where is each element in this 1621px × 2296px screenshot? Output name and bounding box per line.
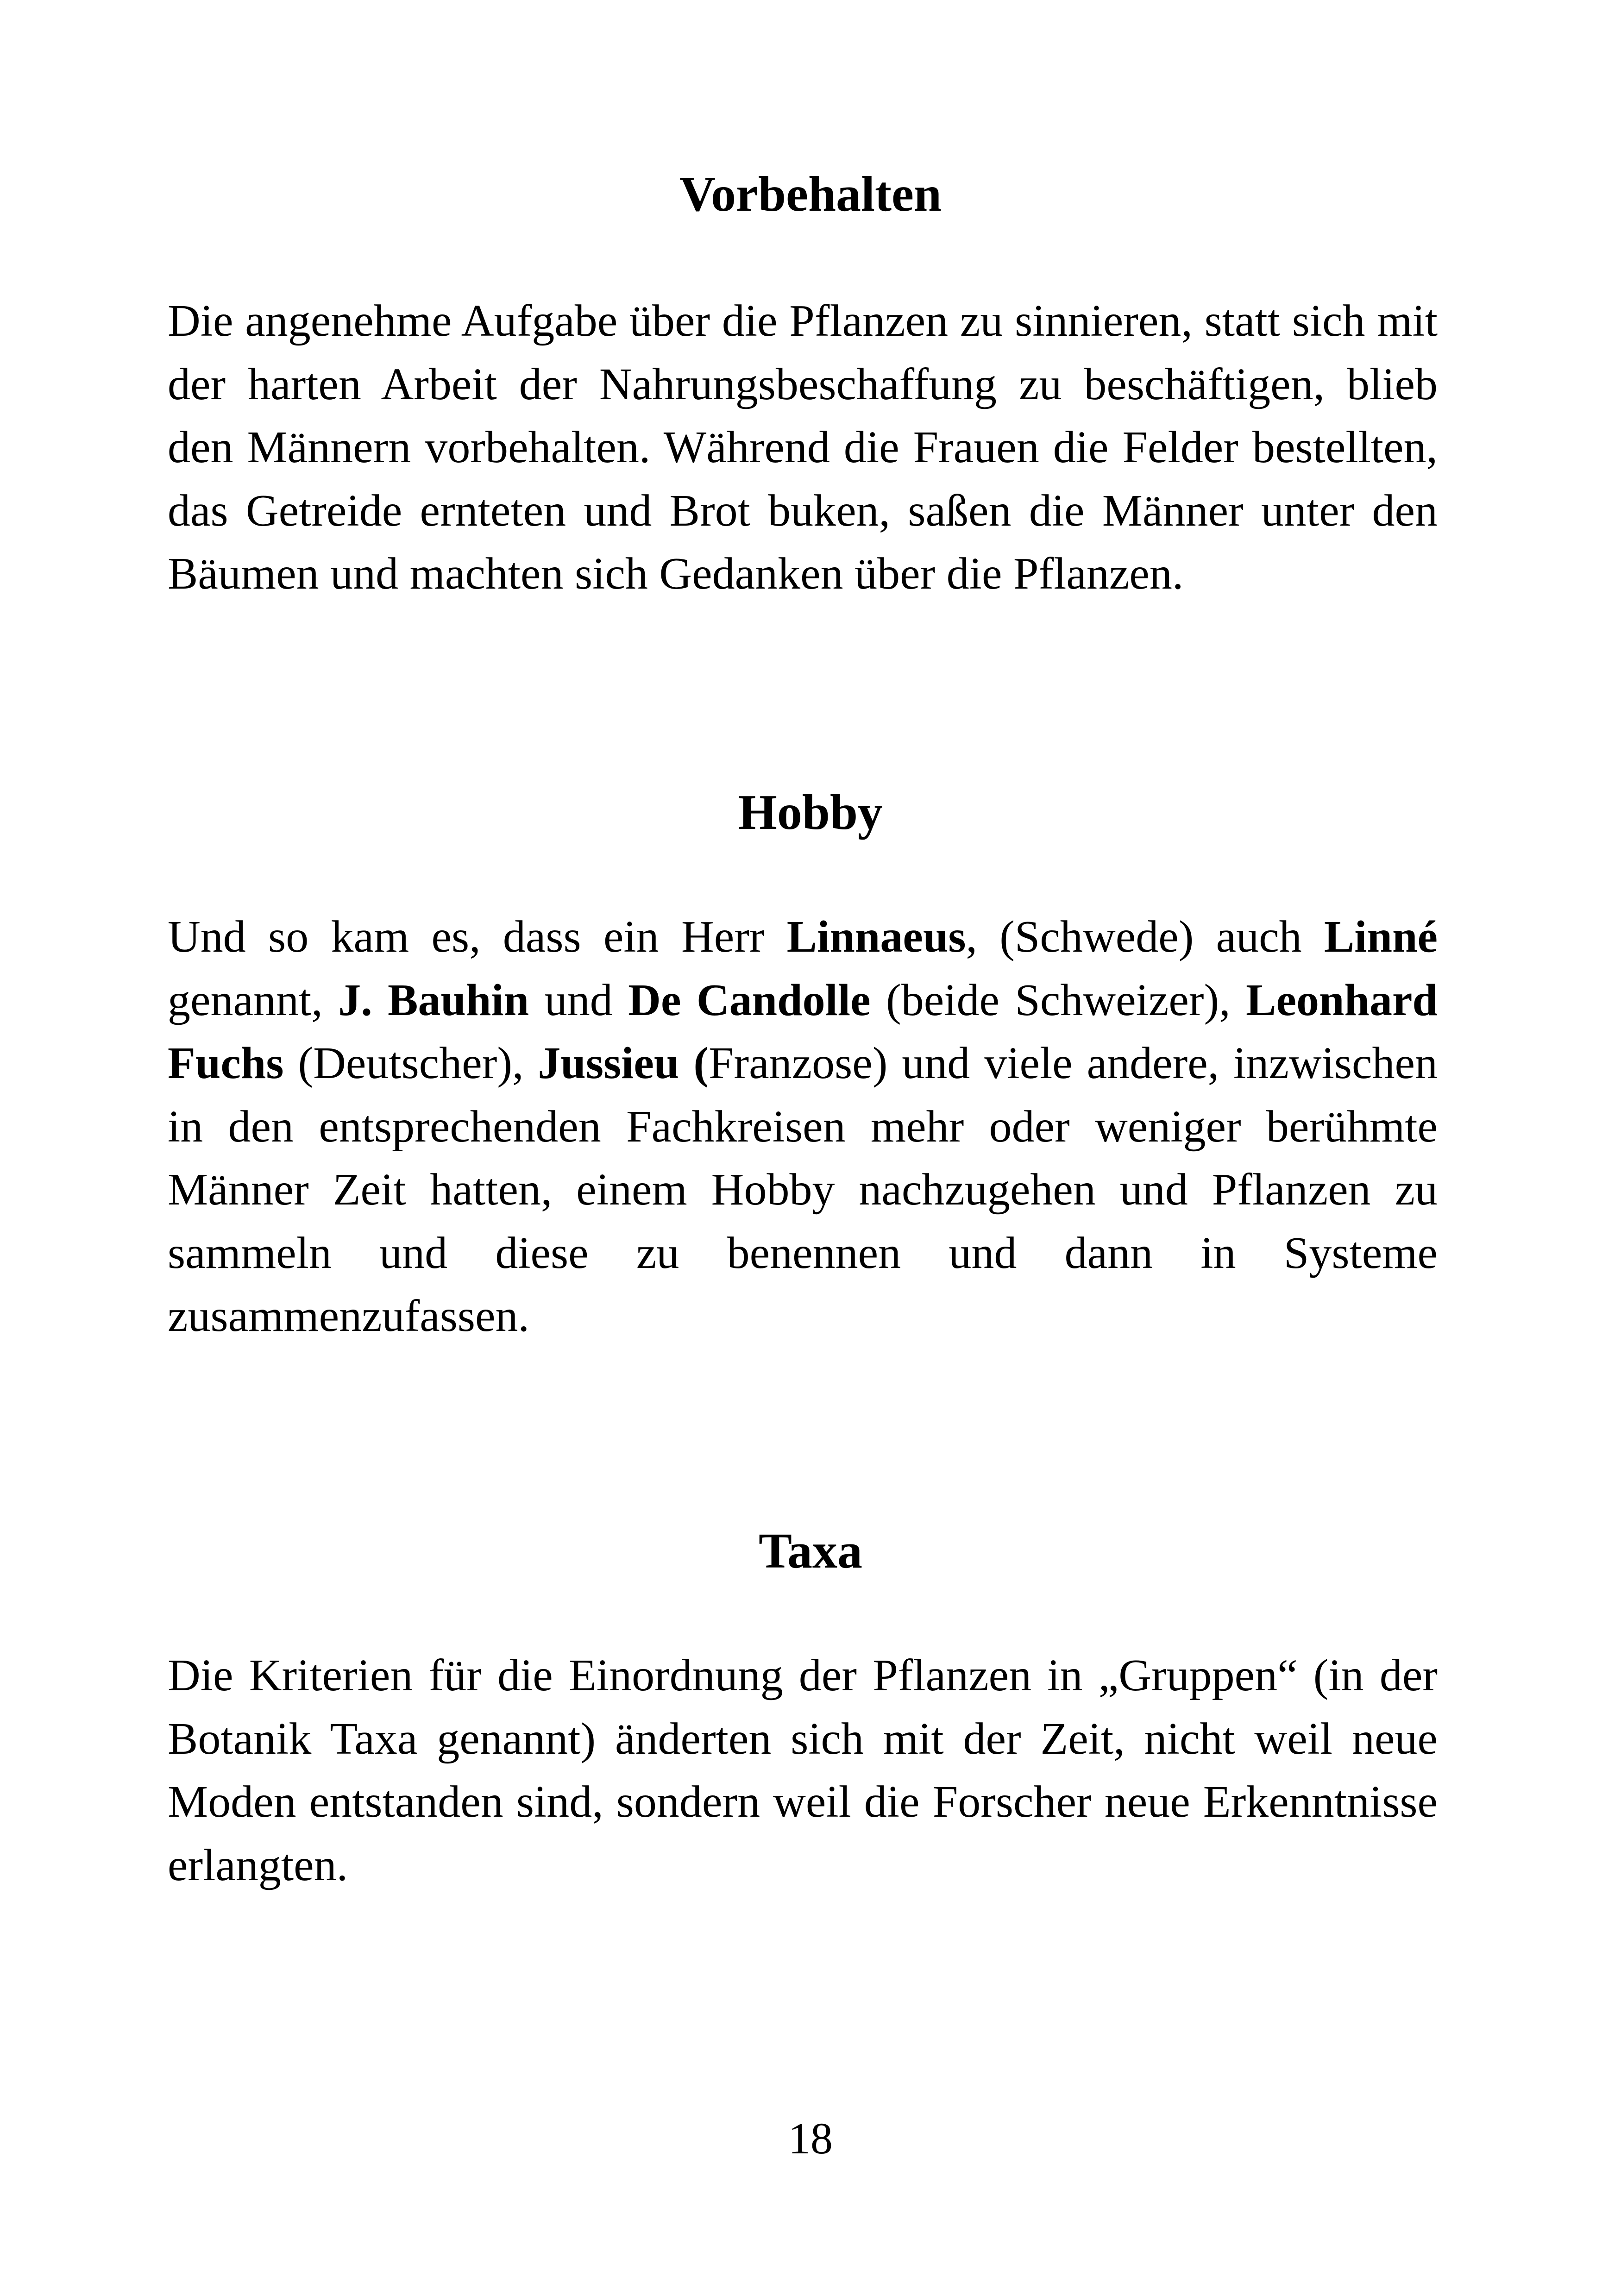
paragraph-text: und	[529, 975, 628, 1025]
paragraph-text: (Deutscher),	[283, 1038, 538, 1088]
section-body-hobby	[168, 905, 1438, 1348]
name-de-candolle: De Candolle	[628, 975, 871, 1025]
name-linnaeus: Linnaeus	[786, 912, 966, 962]
section-title-hobby: Hobby	[738, 785, 883, 840]
name-bauhin: J. Bauhin	[338, 975, 529, 1025]
paragraph-text: (beide Schweizer),	[870, 975, 1246, 1025]
page-number: 18	[788, 2114, 833, 2163]
paragraph-text: Franzose) und viele andere, inzwischen in den entsprechenden Fachkreisen mehr oder weniger berühmte Männer Zeit hatten, einem Hobby nachzugehen und Pflanzen zu sammeln und diese zu benennen und dann in Systeme zusammenzufassen.	[168, 1038, 1438, 1341]
name-linne: Linné	[1324, 912, 1438, 962]
section-body-vorbehalten	[168, 289, 1438, 606]
paragraph-text: Und so kam es, dass ein Herr	[168, 912, 787, 962]
section-title-taxa: Taxa	[758, 1524, 863, 1579]
name-leonhard-fuchs: Leonhard Fuchs	[168, 975, 1438, 1088]
paragraph-text: genannt,	[168, 975, 339, 1025]
paragraph-text: Die Kriterien für die Einordnung der Pflanzen in „Gruppen“ (in der Botanik Taxa genannt) änderten sich mit der Zeit, nicht weil neue Moden entstanden sind, sondern weil die Forscher neue Erkenntnisse erlangten.	[168, 1650, 1438, 1890]
paragraph-text: Die angenehme Aufgabe über die Pflanzen zu sinnieren, statt sich mit der harten Arbeit der Nahrungsbeschaffung zu beschäftigen, blieb den Männern vorbehalten. Während die Frauen die Felder bestellten, das Getreide ernteten und Brot buken, saßen die Männer unter den Bäumen und machten sich Gedanken über die Pflanzen.	[168, 296, 1438, 599]
name-jussieu: Jussieu (	[538, 1038, 709, 1088]
section-body-taxa	[168, 1644, 1438, 1897]
section-title-vorbehalten: Vorbehalten	[679, 167, 942, 222]
paragraph-text: , (Schwede) auch	[966, 912, 1324, 962]
